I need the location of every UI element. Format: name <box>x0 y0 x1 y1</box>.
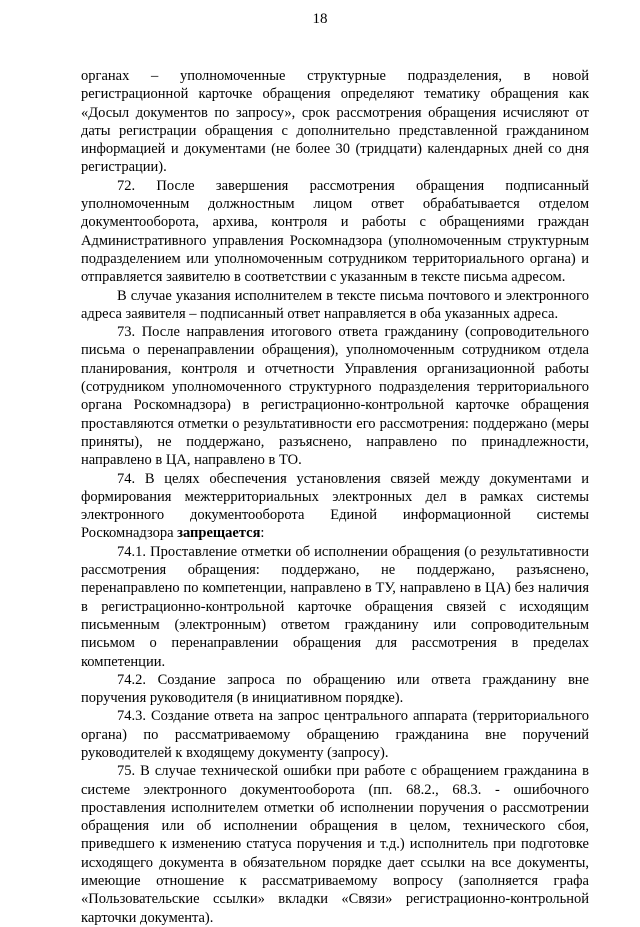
paragraph-continuation: органах – уполномоченные структурные подразделения, в новой регистрационной карточке обращения определяют тематику обращения как «Досыл документов по запросу», срок рассмотрения обращения исчисляют от даты регистрации обращения с дополнительно представленной гражданином информацией и документами (не более 30 (тридцати) календарных дней со дня регистрации). <box>81 68 589 176</box>
page-number: 18 <box>312 11 328 27</box>
paragraph-74-1: 74.1. Проставление отметки об исполнении обращения (о результативности рассмотрения обращения: поддержано, не поддержано, разъяснено, перенаправлено по компетенции, направлено в ТУ, направлено в ЦА) без наличия в регистрационно-контрольной карточке обращения связей с исходящим письменным (электронным) ответом гражданину или сопроводительным письмом о перенаправлении обращения для рассмотрения в пределах компетенции. <box>81 543 589 670</box>
paragraph-74-bold: запрещается <box>177 525 261 542</box>
paragraph-74-3: 74.3. Создание ответа на запрос центрального аппарата (территориального органа) по рассматриваемому обращению гражданина вне поручений руководителей к входящему документу (запросу). <box>81 708 589 761</box>
paragraph-72: 72. После завершения рассмотрения обращения подписанный уполномоченным должностным лицом ответ обрабатывается отделом документооборота, архива, контроля и работы с обращениями граждан Административного управления Роскомнадзора (уполномоченным структурным подразделением или уполномоченным сотрудником территориального органа) и отправляется заявителю в соответствии с указанным в тексте письма адресом. <box>81 177 589 286</box>
paragraph-75: 75. В случае технической ошибки при работе с обращением гражданина в системе электронного документооборота (пп. 68.2., 68.3. - ошибочного проставления исполнителем отметки об исполнении поручения о рассмотрении обращения или об исполнении обращения в целом, технического сбоя, приведшего к изменению статуса поручения и т.д.) исполнитель при подготовке исходящего документа в обязательном порядке дает ссылки на все документы, имеющие отношение к рассматриваемому вопросу (заполняется графа «Пользовательские ссылки» вкладки «Связи» регистрационно-контрольной карточки документа). <box>81 763 589 926</box>
paragraph-74 <box>81 470 589 543</box>
paragraph-74-end: : <box>260 525 265 542</box>
paragraph-73: 73. После направления итогового ответа гражданину (сопроводительного письма о перенаправлении обращения), уполномоченным сотрудником отдела планирования, контроля и отчетности Управления организационной работы (сотрудником уполномоченного структурного подразделения территориального органа Роскомнадзора) в регистрационно-контрольной карточке обращения проставляются отметки о результативности его рассмотрения: поддержано (меры приняты), не поддержано, разъяснено, направлено по принадлежности, направлено в ЦА, направлено в ТО. <box>81 324 589 469</box>
paragraph-72-note: В случае указания исполнителем в тексте письма почтового и электронного адреса заявителя – подписанный ответ направляется в оба указанных адреса. <box>81 287 589 322</box>
paragraph-74-2: 74.2. Создание запроса по обращению или ответа гражданину вне поручения руководителя (в инициативном порядке). <box>81 671 589 707</box>
paragraph-74-text: 74. В целях обеспечения установления связей между документами и формирования межтерриториальных электронных дел в рамках системы электронного документооборота Единой информационной системы Роскомнадзора <box>81 470 589 542</box>
document-body <box>81 67 589 927</box>
